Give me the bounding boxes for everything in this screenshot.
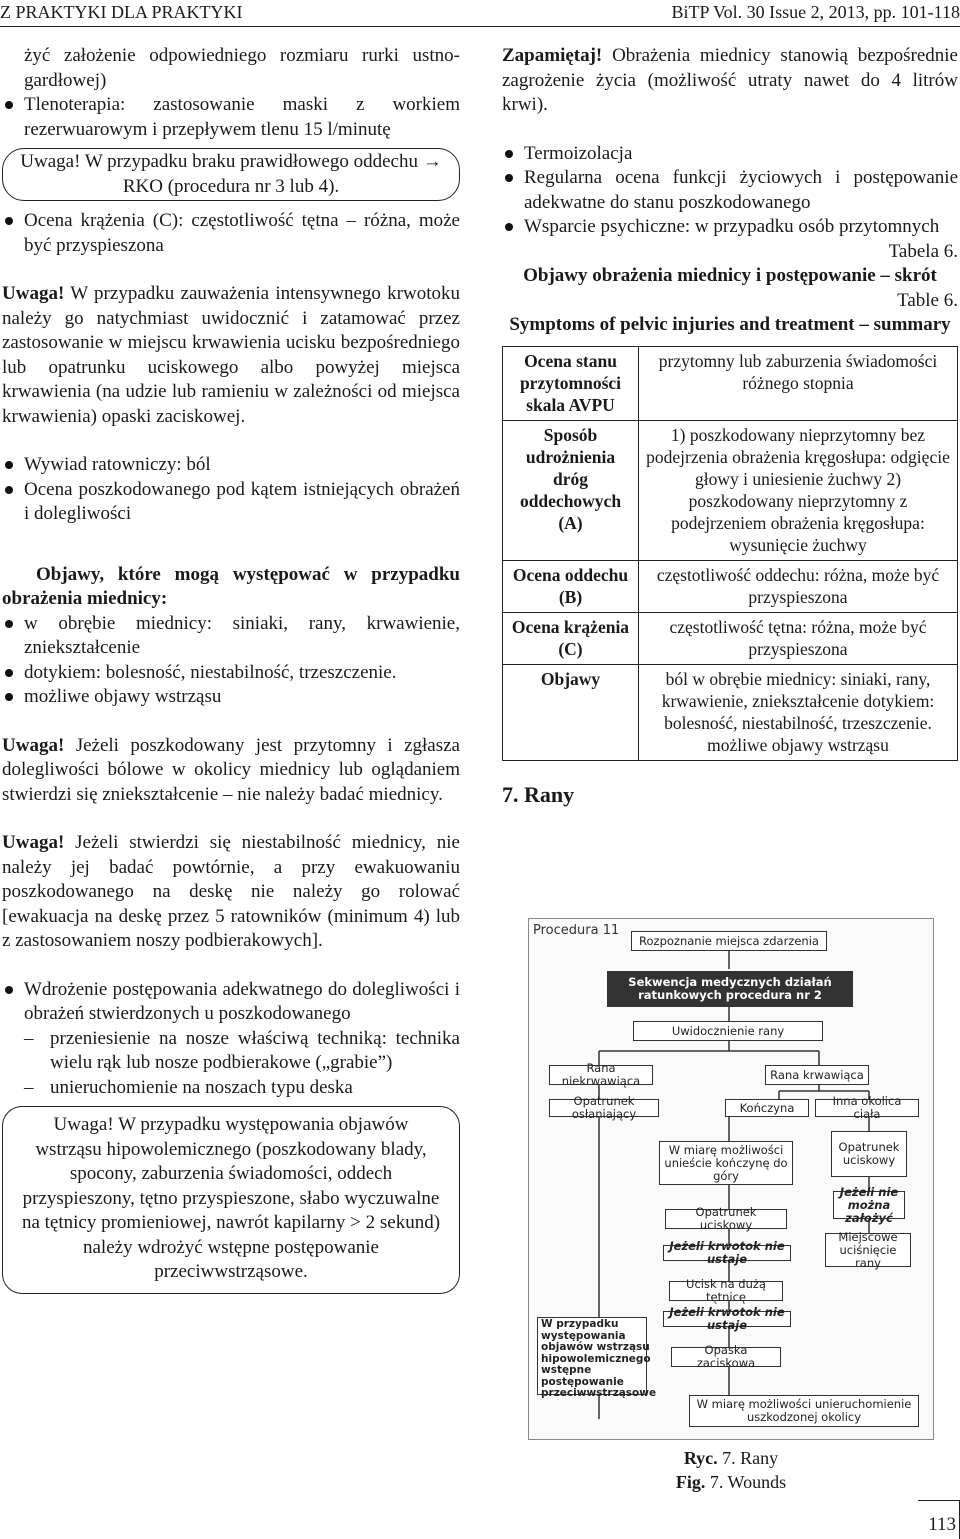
flow-node: W przypadku występowania objawów wstrząsu hipowolemicznego wstępne postępowanie przeciwwstrząsowe [537,1317,647,1395]
caption-text: 7. Wounds [705,1472,787,1492]
header-journal: BiTP Vol. 30 Issue 2, 2013, pp. 101-118 [671,2,960,22]
flow-node: Opatrunek osłaniający [549,1099,659,1117]
left-column [2,44,460,1294]
bullet-item: Ocena krążenia (C): częstotliwość tętna – różna, może być przyspieszona [2,209,460,258]
flow-node: Jeżeli nie można założyć [833,1191,905,1219]
section-heading: 7. Rany [502,781,575,807]
notice-lead: Uwaga! [2,734,65,756]
remember-paragraph [502,44,958,118]
subheading: Objawy, które mogą występować w przypadku obrażenia miednicy: [2,563,460,609]
flow-node: Rozpoznanie miejsca zdarzenia [631,931,827,951]
caption-en [528,1470,934,1494]
bullet-item: Wdrożenie postępowania adekwatnego do dolegliwości i obrażeń stwierdzonych u poszkodowanego [2,978,460,1027]
flow-node: Opatrunek uciskowy [665,1209,787,1229]
flow-node: Rana krwawiąca [765,1065,869,1085]
table-row [503,664,958,760]
notice-paragraph [2,734,460,808]
notice-lead: Uwaga! [2,283,65,304]
continuation-text: żyć założenie odpowiedniego rozmiaru rurki ustno-gardłowej) [24,45,460,91]
flow-node: Opatrunek uciskowy [831,1131,907,1177]
flow-node: Opaska zaciskowa [671,1347,781,1367]
table-head-cell: Ocena krążenia (C) [503,612,639,664]
table-label-en: Table 6. [897,289,958,311]
header-section: Z PRAKTYKI DLA PRAKTYKI [0,2,243,22]
bullet-list [2,612,460,710]
table-row [503,420,958,560]
bullet-item: Wywiad ratowniczy: ból [2,453,460,478]
table-title-en: Symptoms of pelvic injuries and treatment – summary [509,314,951,335]
wounds-flowchart [528,918,934,1440]
flow-node: Jeżeli krwotok nie ustaje [663,1311,791,1327]
caption-pl [528,1446,934,1470]
flow-node: Inna okolica ciała [815,1099,919,1117]
bullet-item: w obrębie miednicy: siniaki, rany, krwawienie, zniekształcenie [2,612,460,661]
right-column [502,44,958,807]
table-cell: 1) poszkodowany nieprzytomny bez podejrzenia obrażenia kręgosłupa: odgięcie głowy i uniesienie żuchwy 2) poszkodowany nieprzytomny z podejrzeniem obrażenia kręgosłupa: wysunięcie żuchwy [639,420,958,560]
header-rule [0,26,960,27]
notice-text: W przypadku zauważenia intensywnego krwotoku należy go natychmiast uwidocznić i zatamować przez zastosowanie w miejscu krwawienia ucisku bezpośredniego lub opatrunku uciskowego albo powyżej miejsca krwawienia (na udzie lub ramieniu w zależności od miejsca krwawienia) opaski zaciskowej. [2,283,460,427]
notice-box: Uwaga! W przypadku braku prawidłowego oddechu → RKO (procedura nr 3 lub 4). [2,148,460,201]
flow-node: Kończyna [725,1099,809,1117]
table-head-cell: Objawy [503,664,639,760]
page-corner-rule [918,1500,960,1501]
notice-paragraph [2,831,460,954]
notice-text: Jeżeli poszkodowany jest przytomny i zgłasza dolegliwości bólowe w okolicy miednicy lub oglądaniem stwierdzi się zniekształcenie – nie należy badać miednicy. [2,734,460,805]
bullet-item: Regularna ocena funkcji życiowych i postępowanie adekwatne do stanu poszkodowanego [502,166,958,215]
shock-notice-box: Uwaga! W przypadku występowania objawów wstrząsu hipowolemicznego (poszkodowany blady, spocony, zaburzenia świadomości, oddech przyspieszony, tętno przyspieszone, słabo wyczuwalne na tętnicy promieniowej, nawrót kapilarny > 2 sekund) należy wdrożyć wstępne postępowanie przeciwwstrząsowe. [2,1106,460,1294]
flow-node: Uwidocznienie rany [633,1021,823,1041]
notice-text: Jeżeli stwierdzi się niestabilność miednicy, nie należy jej badać powtórnie, a przy ewakuowaniu poszkodowanego na deskę nie należy go rolować [ewakuacja na deskę przez 5 ratowników (minimum 4) lub z zastosowaniem noszy podbierakowych]. [2,832,460,951]
flow-node: W miarę możliwości unieście kończynę do góry [659,1141,793,1185]
remember-text: Obrażenia miednicy stanowią bezpośrednie zagrożenie życia (możliwość utraty nawet do 4 litrów krwi). [502,45,958,115]
flow-node: Miejscowe uciśnięcie rany [825,1233,911,1267]
flow-node: Ucisk na dużą tętnicę [669,1281,783,1301]
bullet-list [2,209,460,258]
notice-lead: Uwaga! [2,832,65,853]
bullet-item: Tlenoterapia: zastosowanie maski z workiem rezerwuarowym i przepływem tlenu 15 l/minutę [2,93,460,142]
caption-lead: Ryc. [683,1448,718,1468]
table-cell: przytomny lub zaburzenia świadomości różnego stopnia [639,346,958,420]
table-row [503,560,958,612]
table-title-pl: Objawy obrażenia miednicy i postępowanie – skrót [523,265,937,286]
table-cell: ból w obrębie miednicy: siniaki, rany, krwawienie, zniekształcenie dotykiem: bolesność, niestabilność, trzeszczenie. możliwe objawy wstrząsu [639,664,958,760]
caption-text: 7. Rany [717,1448,779,1468]
running-header [0,0,960,24]
caption-lead: Fig. [675,1472,706,1492]
flow-node: Rana niekrwawiąca [549,1065,653,1085]
dash-item: – przeniesienie na nosze właściwą techniką: technika wielu rąk lub nosze podbierakowe („grabie”) [2,1027,460,1076]
table-head-cell: Ocena stanu przytomności skala AVPU [503,346,639,420]
bullet-list [502,142,958,240]
bullet-item: Termoizolacja [502,142,958,167]
flow-node: W miarę możliwości unieruchomienie uszkodzonej okolicy [689,1395,919,1427]
figure-caption [528,1446,934,1494]
table-head-cell: Ocena oddechu (B) [503,560,639,612]
bullet-item: dotykiem: bolesność, niestabilność, trzeszczenie. [2,661,460,686]
table-row [503,612,958,664]
table-cell: częstotliwość tętna: różna, może być przyspieszona [639,612,958,664]
table-row [503,346,958,420]
dash-item: – unieruchomienie na noszach typu deska [2,1076,460,1101]
remember-lead: Zapamiętaj! [502,45,603,66]
table-head-cell: Sposób udrożnienia dróg oddechowych (A) [503,420,639,560]
symptoms-table [502,346,958,761]
bullet-list [2,453,460,527]
bullet-list [2,978,460,1027]
flow-node: Sekwencja medycznych działań ratunkowych procedura nr 2 [607,971,853,1007]
bullet-list [2,93,460,142]
page-number: 113 [928,1513,956,1535]
table-label-pl: Tabela 6. [888,240,958,262]
notice-paragraph [2,282,460,429]
dash-list [2,1027,460,1101]
bullet-item: Ocena poszkodowanego pod kątem istniejących obrażeń i dolegliwości [2,478,460,527]
bullet-item: Wsparcie psychiczne: w przypadku osób przytomnych [502,215,958,240]
table-cell: częstotliwość oddechu: różna, może być przyspieszona [639,560,958,612]
bullet-item: możliwe objawy wstrząsu [2,685,460,710]
flow-node: Jeżeli krwotok nie ustaje [663,1245,791,1261]
figure-label: Procedura 11 [533,923,620,938]
